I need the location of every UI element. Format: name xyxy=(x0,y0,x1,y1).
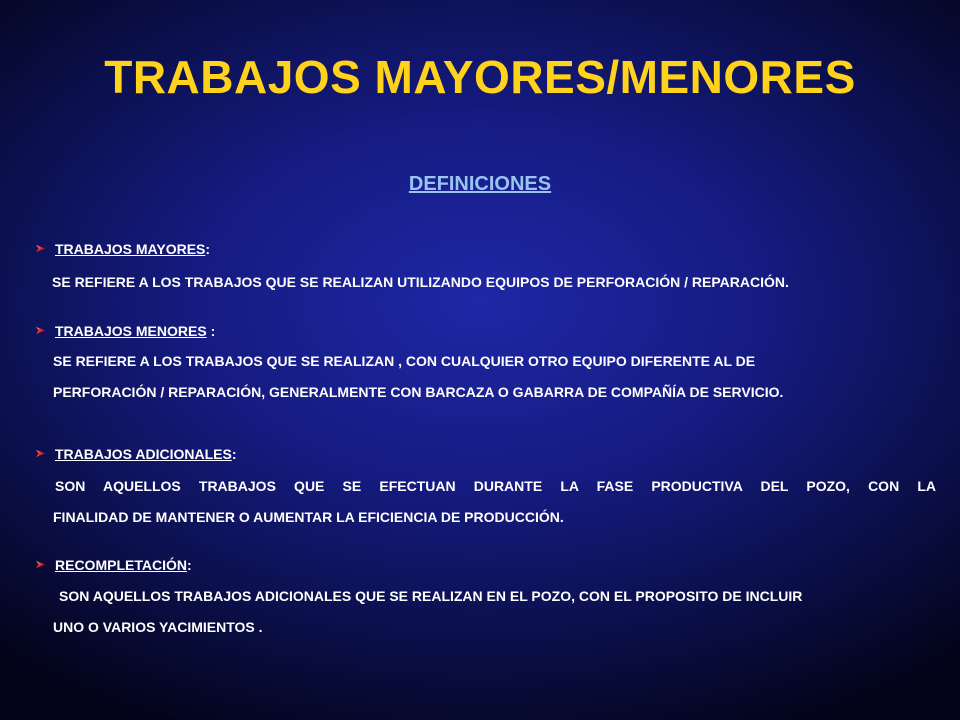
definition-line: UNO O VARIOS YACIMIENTOS . xyxy=(53,619,263,635)
slide-subtitle: DEFINICIONES xyxy=(408,173,552,195)
section-heading xyxy=(36,241,210,257)
red-arrow-bullet-icon xyxy=(36,449,45,458)
definition-line: SE REFIERE A LOS TRABAJOS QUE SE REALIZAN UTILIZANDO EQUIPOS DE PERFORACIÓN / REPARACIÓN. xyxy=(52,274,789,290)
heading-label: TRABAJOS MENORES xyxy=(55,323,207,339)
section-heading xyxy=(36,446,237,462)
heading-label: TRABAJOS MAYORES xyxy=(55,241,206,257)
section-heading xyxy=(36,557,192,573)
definition-line: FINALIDAD DE MANTENER O AUMENTAR LA EFICIENCIA DE PRODUCCIÓN. xyxy=(53,509,564,525)
heading-label: RECOMPLETACIÓN xyxy=(55,557,187,573)
definition-line: SON AQUELLOS TRABAJOS QUE SE EFECTUAN DURANTE LA FASE PRODUCTIVA DEL POZO, CON LA xyxy=(55,478,936,494)
heading-suffix: : xyxy=(231,446,237,462)
red-arrow-bullet-icon xyxy=(36,326,45,335)
slide-title: TRABAJOS MAYORES/MENORES xyxy=(104,51,856,103)
heading-suffix: : xyxy=(186,557,192,573)
heading-suffix: : xyxy=(205,241,211,257)
red-arrow-bullet-icon xyxy=(36,560,45,569)
heading-suffix: : xyxy=(206,323,216,339)
definition-line: PERFORACIÓN / REPARACIÓN, GENERALMENTE CON BARCAZA O GABARRA DE COMPAÑÍA DE SERVICIO. xyxy=(53,384,784,400)
heading-label: TRABAJOS ADICIONALES xyxy=(55,446,232,462)
definition-line: SON AQUELLOS TRABAJOS ADICIONALES QUE SE REALIZAN EN EL POZO, CON EL PROPOSITO DE INCLUIR xyxy=(59,588,803,604)
section-heading xyxy=(36,323,215,339)
red-arrow-bullet-icon xyxy=(36,244,45,253)
definition-line: SE REFIERE A LOS TRABAJOS QUE SE REALIZAN , CON CUALQUIER OTRO EQUIPO DIFERENTE AL DE xyxy=(53,353,756,369)
